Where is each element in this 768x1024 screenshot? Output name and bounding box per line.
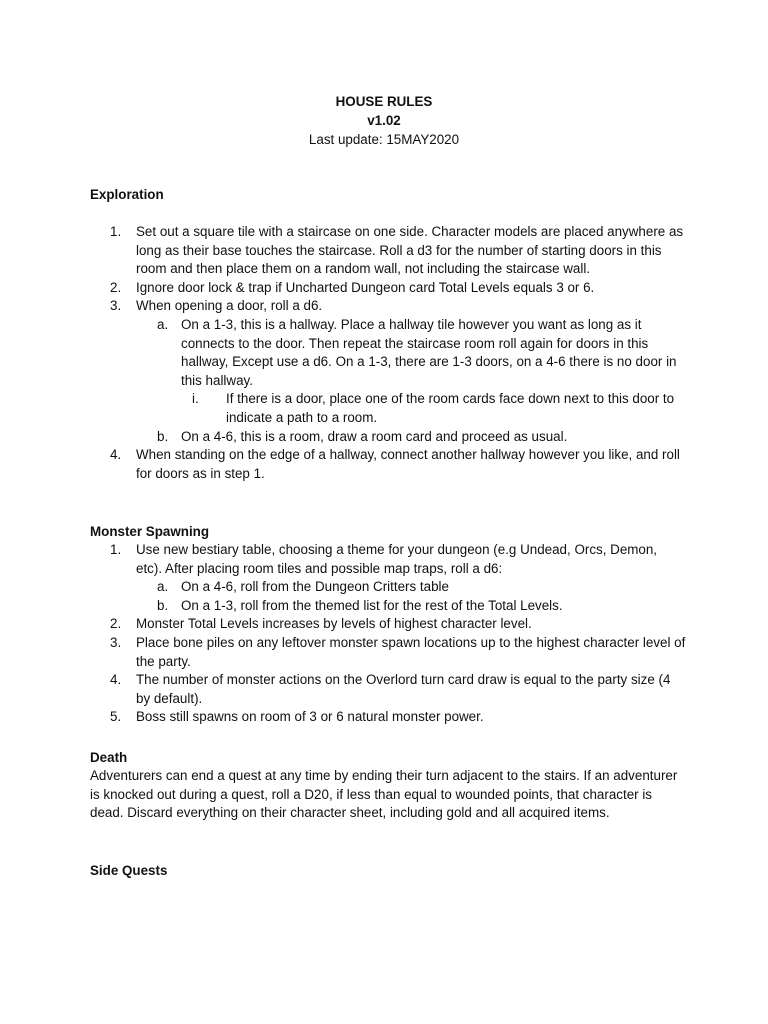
last-update: Last update: 15MAY2020 [308,132,460,147]
list-marker: 2. [110,279,122,295]
list-marker: 1. [110,542,122,557]
list-item [90,708,686,727]
list-item-text: Place bone piles on any leftover monster spawn locations up to the highest character level of the party. [136,634,686,669]
list-item [90,615,686,634]
list-item [90,279,686,298]
document-version: v1.02 [367,113,401,128]
list-item [90,297,686,316]
list-marker: a. [157,579,169,595]
monster-spawning-heading: Monster Spawning [90,524,210,539]
list-marker: b. [157,428,169,444]
list-marker: 3. [110,634,122,650]
list-item [90,446,686,483]
list-item-text: On a 4-6, roll from the Dungeon Critters table [181,579,449,595]
list-item-text: If there is a door, place one of the room cards face down next to this door to indicate a path to a room. [226,391,675,425]
list-marker: 4. [110,672,122,688]
exploration-heading: Exploration [90,187,164,202]
list-marker: a. [157,316,169,332]
list-item-text: When opening a door, roll a d6. [136,298,323,314]
list-marker: 4. [110,447,122,463]
list-marker: 2. [110,616,122,632]
document-header [0,92,768,149]
death-heading: Death [90,750,128,765]
list-item-text: On a 1-3, this is a hallway. Place a hallway tile however you want as long as it connects to the door. Then repeat the staircase room roll again for doors in this hallway, Except use a d6. On a 1-3, there are 1-3 doors, on a 4-6 there is no door in this hallway. [181,316,677,388]
list-marker: b. [157,597,169,613]
list-item-text: When standing on the edge of a hallway, connect another hallway however you like, and roll for doors as in step 1. [136,447,680,481]
monster-spawning-list [90,541,686,727]
list-item-text: On a 4-6, this is a room, draw a room card and proceed as usual. [181,428,568,444]
list-marker: i. [192,391,199,407]
list-marker: 5. [110,709,122,725]
list-item [90,541,686,578]
death-paragraph: Adventurers can end a quest at any time by ending their turn adjacent to the stairs. If an adventurer is knocked out during a quest, roll a D20, if less than equal to wounded points, that character is dead. Discard everything on their character sheet, including gold and all acquired items. [90,768,678,821]
list-item-text: The number of monster actions on the Overlord turn card draw is equal to the party size (4 by default). [136,672,671,706]
list-subsubitem [90,390,686,427]
list-item [90,671,686,708]
list-subitem [90,597,686,616]
list-subitem [90,428,686,447]
list-item-text: Ignore door lock & trap if Uncharted Dungeon card Total Levels equals 3 or 6. [136,279,595,295]
side-quests-heading: Side Quests [90,863,168,878]
list-marker: 3. [110,298,122,314]
list-subitem [90,578,686,597]
document-title: HOUSE RULES [335,94,433,109]
list-item-text: Set out a square tile with a staircase on one side. Character models are placed anywhere as long as their base touches the staircase. Roll a d3 for the number of starting doors in this room and then place them on a random wall, not including the staircase wall. [136,224,684,277]
exploration-list [90,223,686,483]
list-item-text: On a 1-3, roll from the themed list for the rest of the Total Levels. [181,597,563,613]
list-item [90,223,686,279]
list-item [90,634,686,671]
list-marker: 1. [110,224,122,239]
list-item-text: Boss still spawns on room of 3 or 6 natural monster power. [136,709,484,725]
list-item-text: Monster Total Levels increases by levels of highest character level. [136,616,532,632]
list-subitem [90,316,686,390]
list-item-text: Use new bestiary table, choosing a theme for your dungeon (e.g Undead, Orcs, Demon, etc). After placing room tiles and possible map traps, roll a d6: [136,542,658,576]
